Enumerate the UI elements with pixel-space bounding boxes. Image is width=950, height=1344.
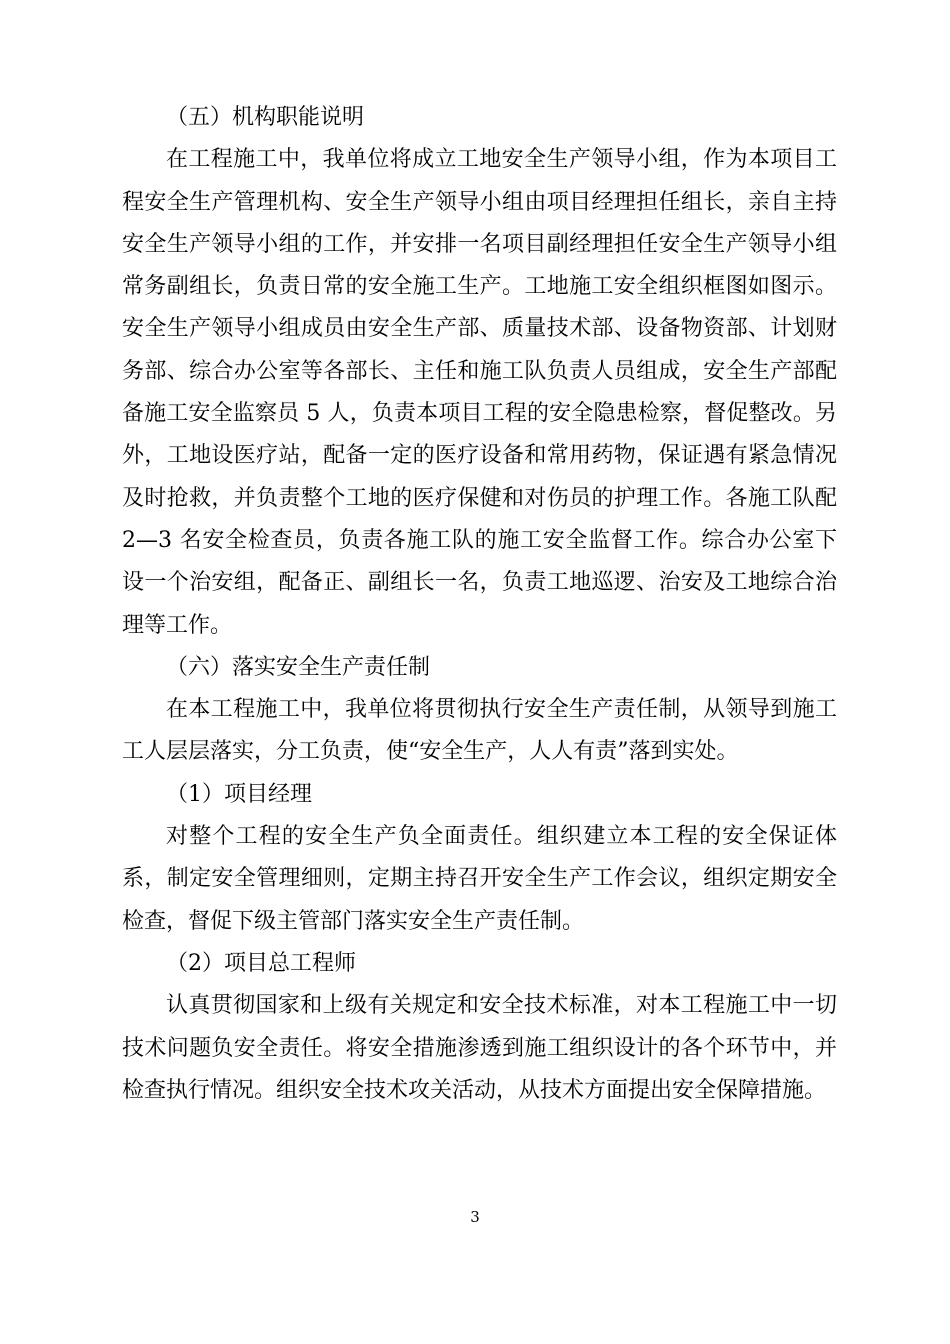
subsection-heading-project-manager: （1）项目经理 xyxy=(166,781,312,807)
section-5-paragraph: 在工程施工中，我单位将成立工地安全生产领导小组，作为本项目工程安全生产管理机构、安全生产领导小组由项目经理担任组长，亲自主持安全生产领导小组的工作，并安排一名项目副经理担任安全生产领导小组常务副组长，负责日常的安全施工生产。工地施工安全组织框图如图示。安全生产领导小组成员由安全生产部、质量技术部、设备物资部、计划财务部、综合办公室等各部长、主任和施工队负责人员组成，安全生产部配备施工安全监察员 5 人，负责本项目工程的安全隐患检察，督促整改。另外，工地设医疗站，配备一定的医疗设备和常用药物，保证遇有紧急情况及时抢救，并负责整个工地的医疗保健和对伤员的护理工作。各施工队配 2—3 名安全检查员，负责各施工队的施工安全监督工作。综合办公室下设一个治安组，配备正、副组长一名，负责工地巡逻、治安及工地综合治理等工作。 xyxy=(122,147,837,638)
chief-engineer-paragraph: 认真贯彻国家和上级有关规定和安全技术标准，对本工程施工中一切技术问题负安全责任。将安全措施渗透到施工组织设计的各个环节中，并检查执行情况。组织安全技术攻关活动，从技术方面提出安全保障措施。 xyxy=(122,993,837,1103)
document-body xyxy=(122,97,837,1112)
page-number: 3 xyxy=(470,1208,480,1226)
project-manager-paragraph: 对整个工程的安全生产负全面责任。组织建立本工程的安全保证体系，制定安全管理细则，定期主持召开安全生产工作会议，组织定期安全检查，督促下级主管部门落实安全生产责任制。 xyxy=(122,824,837,934)
section-heading-5: （五）机构职能说明 xyxy=(166,105,365,130)
subsection-heading-chief-engineer: （2）项目总工程师 xyxy=(166,950,356,976)
section-6-paragraph: 在本工程施工中，我单位将贯彻执行安全生产责任制，从领导到施工工人层层落实，分工负责，使“安全生产，人人有责”落到实处。 xyxy=(122,697,837,765)
section-heading-6: （六）落实安全生产责任制 xyxy=(166,654,431,680)
